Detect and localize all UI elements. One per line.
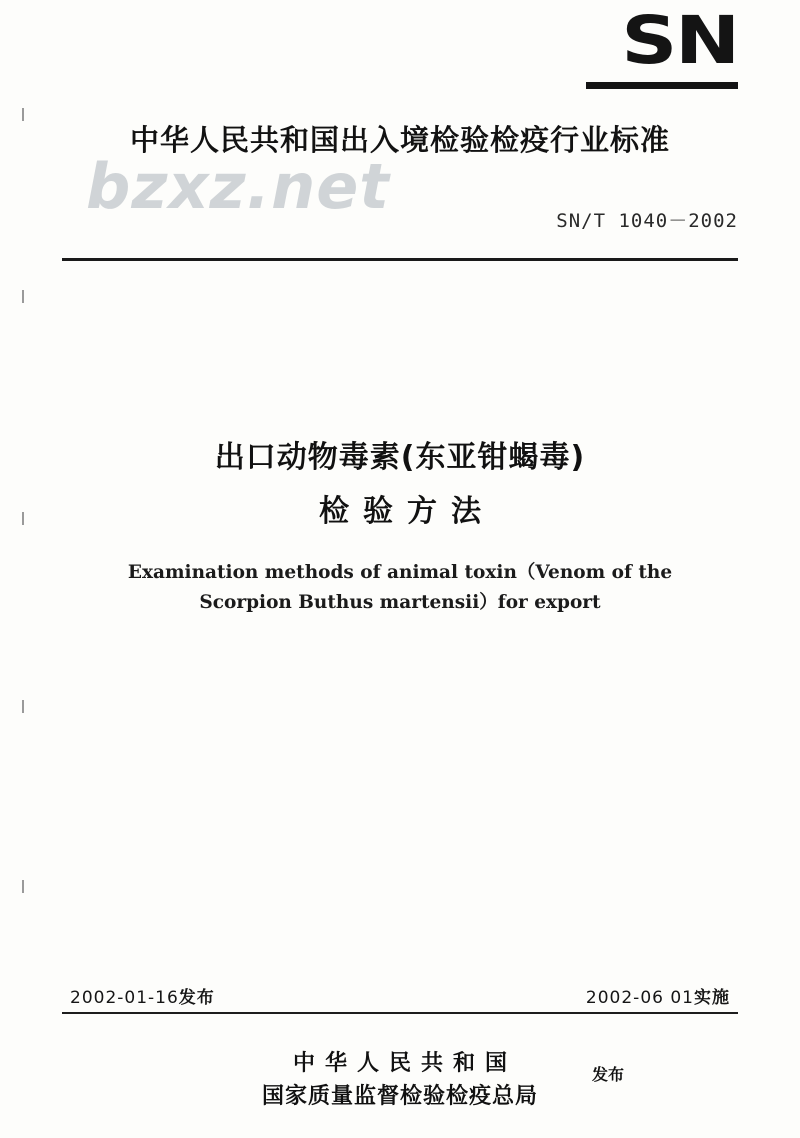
issuer-agency: 国家质量监督检验检疫总局 bbox=[261, 1084, 538, 1109]
sn-logo: SN bbox=[621, 2, 738, 79]
effective-date-value: 2002-06 01 bbox=[585, 988, 694, 1008]
issuing-organization-heading: 中华人民共和国出入境检验检疫行业标准 bbox=[129, 123, 670, 157]
page-title-en-line1: Examination methods of animal toxin（Venom of the bbox=[127, 562, 673, 583]
watermark-text: bzxz.net bbox=[86, 150, 390, 223]
issue-date-label: 发布 bbox=[178, 988, 215, 1008]
margin-tick bbox=[22, 512, 24, 525]
issue-date-value: 2002-01-16 bbox=[70, 988, 179, 1008]
page-title-cn-line1: 出口动物毒素(东亚钳蝎毒) bbox=[214, 440, 586, 475]
issuer-block bbox=[0, 1046, 800, 1110]
effective-date bbox=[586, 983, 730, 1008]
margin-tick bbox=[22, 700, 24, 713]
margin-tick bbox=[22, 108, 24, 121]
margin-tick bbox=[22, 290, 24, 303]
page-title-en bbox=[0, 558, 800, 618]
page-title-cn-line2: 检验方法 bbox=[319, 494, 495, 529]
effective-date-label: 实施 bbox=[694, 988, 730, 1008]
header-divider bbox=[62, 258, 738, 261]
standard-number: SN/T 1040－2002 bbox=[556, 210, 738, 232]
issuer-publish-label: 发布 bbox=[592, 1065, 625, 1084]
issue-date bbox=[70, 983, 215, 1008]
page-title-en-line2: Scorpion Buthus martensii）for export bbox=[199, 592, 601, 613]
issuer-country: 中华人民共和国 bbox=[292, 1051, 517, 1076]
sn-logo-underline bbox=[586, 82, 738, 89]
margin-tick bbox=[22, 880, 24, 893]
footer-divider bbox=[62, 1012, 738, 1014]
